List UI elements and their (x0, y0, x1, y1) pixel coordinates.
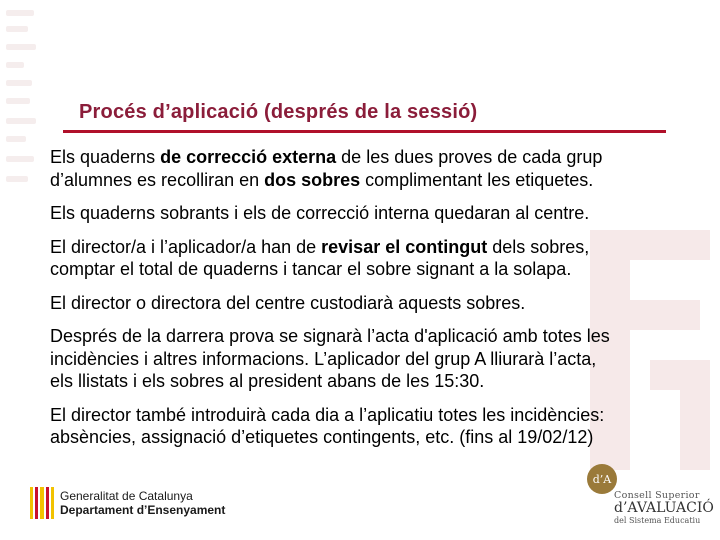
emphasis-text: revisar el contingut (321, 236, 488, 257)
body-text: d’alumnes es recolliran en (50, 169, 265, 190)
consell-line1: Consell Superior (614, 490, 700, 501)
department-name: Departament d’Ensenyament (60, 503, 226, 517)
body-text: dels sobres, (487, 236, 590, 257)
generalitat-logo-icon (30, 487, 54, 519)
paragraph-line (50, 169, 690, 192)
consell-line3: del Sistema Educatiu (614, 516, 701, 525)
paragraph-line (50, 292, 690, 315)
slide-title: Procés d’aplicació (després de la sessió) (79, 101, 478, 123)
paragraph-line (50, 236, 690, 259)
title-divider (63, 130, 666, 133)
body-text: El director o directora del centre custodiarà aquests sobres. (50, 292, 526, 313)
body-text: complimentant les etiquetes. (360, 169, 594, 190)
paragraph-line (50, 370, 690, 393)
consell-line2: d’AVALUACIÓ (614, 500, 714, 516)
body-text: de les dues proves de cada grup (336, 147, 603, 167)
paragraph-line (50, 258, 690, 281)
body-text: Els quaderns sobrants i els de correcció interna quedaran al centre. (50, 203, 590, 223)
consell-label (614, 490, 714, 526)
body-text: comptar el total de quaderns i tancar el sobre signant a la solapa. (50, 259, 572, 279)
emphasis-text: de correcció externa (160, 147, 337, 167)
watermark-left (0, 0, 46, 300)
body-text: El director/a i l’aplicador/a han de (50, 236, 322, 257)
body-paragraph (50, 236, 690, 281)
consell-logo-icon: d’A (587, 464, 617, 494)
generalitat-label (60, 489, 225, 517)
body-paragraph (50, 146, 690, 191)
paragraph-line (50, 146, 690, 169)
body-text: incidències i altres informacions. L’aplicador del grup A lliurarà l’acta, (50, 348, 597, 369)
paragraph-line (50, 426, 690, 449)
body-paragraph (50, 202, 690, 225)
emphasis-text: dos sobres (264, 169, 361, 190)
paragraph-line (50, 325, 690, 348)
paragraph-line (50, 348, 690, 371)
paragraph-line (50, 202, 690, 225)
body-text: Els quaderns (50, 147, 161, 167)
body-paragraph (50, 292, 690, 315)
paragraph-line (50, 404, 690, 427)
slide-body (50, 146, 690, 460)
body-paragraph (50, 404, 690, 449)
body-text: Després de la darrera prova se signarà l’acta d'aplicació amb totes les (50, 326, 610, 346)
generalitat-name: Generalitat de Catalunya (60, 489, 193, 503)
body-text: absències, assignació d’etiquetes contingents, etc. (fins al 19/02/12) (50, 427, 594, 447)
body-text: els llistats i els sobres al president abans de les 15:30. (50, 371, 485, 391)
body-paragraph (50, 325, 690, 393)
body-text: El director també introduirà cada dia a l’aplicatiu totes les incidències: (50, 404, 605, 425)
